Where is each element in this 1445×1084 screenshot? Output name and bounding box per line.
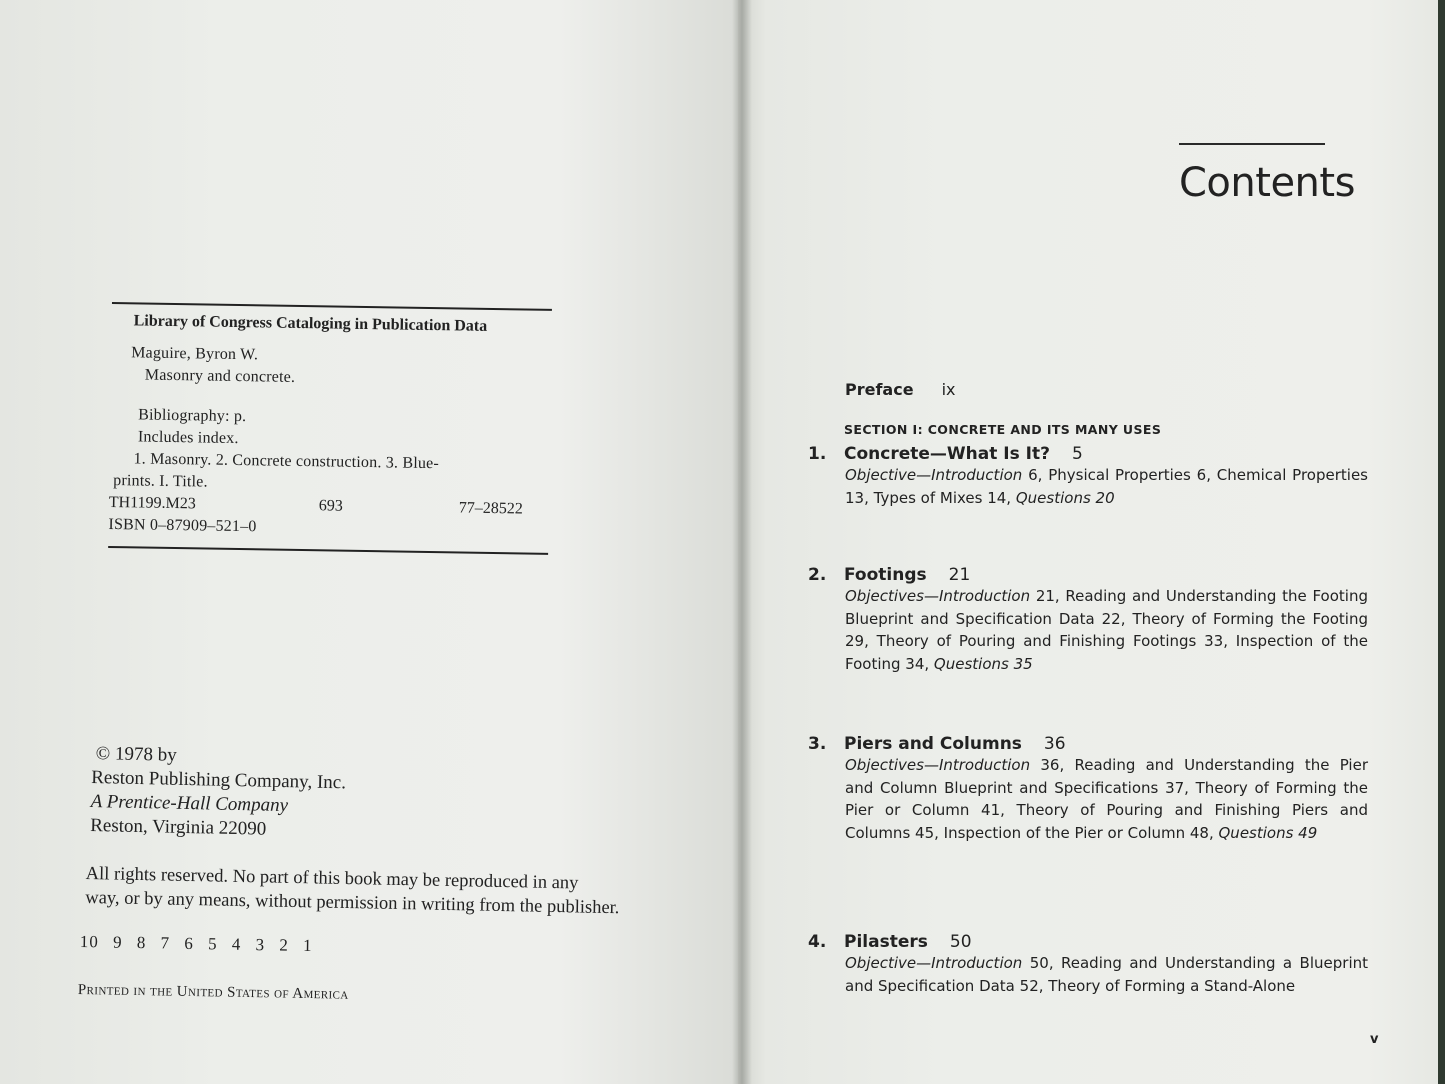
chapter-topics: 21, Reading and Understanding the Footing Blueprint and Specification Data 22, Theory of Forming the Footing 29, Theory of Pouring and Finishing Footings 33, Inspection of the Footing 34, [845, 587, 1368, 673]
cip-heading: Library of Congress Cataloging in Publication Data [133, 312, 488, 335]
chapter-topics: 6, Physical Properties 6, Chemical Properties 13, Types of Mixes 14, [845, 466, 1368, 507]
cip-bottom-rule [108, 546, 548, 555]
chapter-questions: Questions 20 [1015, 488, 1115, 507]
chapter-page: 5 [1071, 444, 1083, 464]
chapter-entries [845, 464, 1368, 509]
toc-chapter-1 [808, 444, 1368, 509]
book-gutter [732, 0, 752, 1084]
toc-chapter-2 [808, 565, 1368, 675]
cip-subjects-line-1: 1. Masonry. 2. Concrete construction. 3. Blue- [133, 450, 440, 473]
imprint-block [90, 742, 712, 851]
right-page [738, 0, 1438, 1084]
cip-author: Maguire, Byron W. [131, 344, 259, 364]
copyright-line: © 1978 by [95, 743, 177, 766]
cip-call-number: TH1199.M23 [108, 493, 196, 513]
preface-page: ix [941, 380, 956, 399]
chapter-intro: Objective—Introduction [845, 954, 1023, 972]
printing-numbers: 10 9 8 7 6 5 4 3 2 1 [79, 932, 313, 956]
rights-line-1: All rights reserved. No part of this book may be reproduced in any [85, 863, 579, 894]
chapter-page: 21 [948, 565, 971, 585]
preface-label: Preface [845, 380, 914, 399]
chapter-questions: Questions 49 [1218, 823, 1318, 842]
cip-bibliography: Bibliography: p. [138, 406, 247, 426]
contents-rule [1179, 143, 1325, 145]
chapter-heading [808, 932, 1368, 952]
cip-isbn: ISBN 0–87909–521–0 [108, 515, 257, 536]
chapter-questions: Questions 35 [933, 654, 1033, 673]
chapter-topics: 36, Reading and Understanding the Pier and Column Blueprint and Specifications 37, Theory of Forming the Pier or Column 41, Theory of Pouring and Finishing Piers and Columns 45, Inspection of the Pier or Column 48, [845, 756, 1368, 842]
chapter-entries [845, 952, 1368, 997]
contents-title: Contents [1179, 160, 1355, 206]
chapter-title: Concrete—What Is It? [844, 444, 1050, 464]
chapter-entries [845, 585, 1368, 675]
toc-chapter-3 [808, 734, 1368, 844]
chapter-page: 36 [1043, 734, 1066, 754]
chapter-title: Piers and Columns [844, 734, 1022, 754]
cip-block [108, 302, 572, 555]
page-folio: v [1370, 1032, 1379, 1047]
cip-dewey: 693 [318, 497, 343, 515]
publisher-parent: A Prentice-Hall Company [90, 790, 289, 817]
cip-title: Masonry and concrete. [144, 366, 296, 386]
chapter-heading [808, 734, 1368, 754]
chapter-heading [808, 565, 1368, 585]
chapter-title: Pilasters [844, 932, 928, 952]
chapter-number: 2. [808, 565, 827, 585]
chapter-intro: Objectives—Introduction [845, 756, 1031, 774]
rights-line-2: way, or by any means, without permission in writing from the publisher. [85, 887, 620, 919]
toc-chapter-4 [808, 932, 1368, 997]
rights-statement [85, 862, 706, 922]
cip-lccn: 77–28522 [458, 499, 523, 518]
chapter-number: 3. [808, 734, 827, 754]
chapter-entries [845, 754, 1368, 844]
publisher-city: Reston, Virginia 22090 [90, 814, 267, 840]
cip-top-rule [112, 302, 552, 311]
chapter-intro: Objective—Introduction [845, 466, 1023, 484]
cip-subjects-line-2: prints. I. Title. [113, 472, 208, 491]
chapter-heading [808, 444, 1368, 464]
chapter-page: 50 [949, 932, 972, 952]
chapter-topics: 50, Reading and Understanding a Blueprint and Specification Data 52, Theory of Forming a Stand-Alone [845, 954, 1368, 995]
chapter-title: Footings [844, 565, 927, 585]
chapter-intro: Objectives—Introduction [845, 587, 1031, 605]
publisher-name: Reston Publishing Company, Inc. [91, 766, 347, 794]
cip-index: Includes index. [137, 428, 239, 448]
section-heading: SECTION I: CONCRETE AND ITS MANY USES [844, 422, 1162, 437]
chapter-number: 1. [808, 444, 827, 464]
chapter-number: 4. [808, 932, 827, 952]
printed-in-line: Printed in the United States of America [77, 982, 349, 1003]
preface-entry [845, 380, 955, 399]
